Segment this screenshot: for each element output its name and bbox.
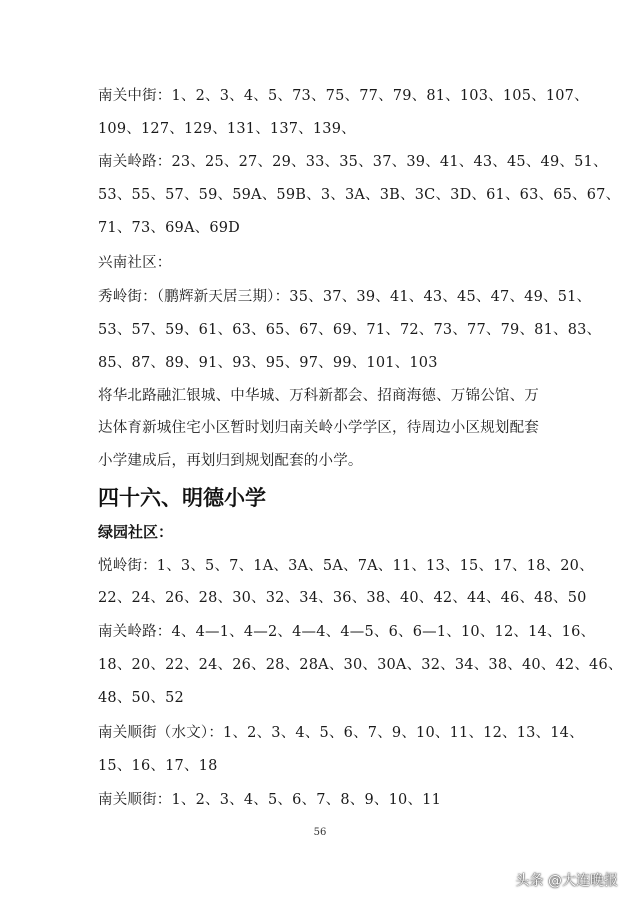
text-line: 53、55、57、59、59A、59B、3、3A、3B、3C、3D、61、63、65、67、	[98, 187, 621, 203]
text-line: 22、24、26、28、30、32、34、36、38、40、42、44、46、48、50	[98, 590, 587, 606]
watermark: 头条 @大连晚报	[515, 873, 618, 889]
text-line: 将华北路融汇银城、中华城、万科新都会、招商海德、万锦公馆、万	[98, 388, 539, 404]
text-line: 达体育新城住宅小区暂时划归南关岭小学学区，待周边小区规划配套	[98, 420, 539, 436]
text-line: 109、127、129、131、137、139、	[98, 121, 356, 137]
text-line: 南关顺街：1、2、3、4、5、6、7、8、9、10、11	[98, 792, 442, 808]
community-heading: 绿园社区：	[98, 523, 174, 541]
text-line: 48、50、52	[98, 690, 184, 706]
section-heading: 四十六、明德小学	[98, 486, 266, 510]
text-line: 18、20、22、24、26、28、28A、30、30A、32、34、38、40、42、46、	[98, 657, 623, 673]
text-line: 85、87、89、91、93、95、97、99、101、103	[98, 355, 438, 371]
text-line: 南关中街：1、2、3、4、5、73、75、77、79、81、103、105、107、	[98, 88, 589, 104]
text-line: 秀岭街：（鹏辉新天居三期）：35、37、39、41、43、45、47、49、51、	[98, 289, 592, 305]
text-line: 小学建成后，再划归到规划配套的小学。	[98, 453, 363, 469]
text-line: 悦岭街：1、3、5、7、1A、3A、5A、7A、11、13、15、17、18、20、	[98, 558, 594, 574]
text-line: 71、73、69A、69D	[98, 220, 240, 236]
text-line: 南关顺街（水文）：1、2、3、4、5、6、7、9、10、11、12、13、14、	[98, 725, 584, 741]
text-line: 南关岭路：23、25、27、29、33、35、37、39、41、43、45、49、51、	[98, 154, 608, 170]
text-line: 53、57、59、61、63、65、67、69、71、72、73、77、79、81、83、	[98, 322, 602, 338]
text-line: 南关岭路：4、4—1、4—2、4—4、4—5、6、6—1、10、12、14、16、	[98, 624, 596, 640]
page-number: 56	[313, 827, 327, 838]
text-line: 兴南社区：	[98, 255, 172, 271]
text-line: 15、16、17、18	[98, 758, 218, 774]
